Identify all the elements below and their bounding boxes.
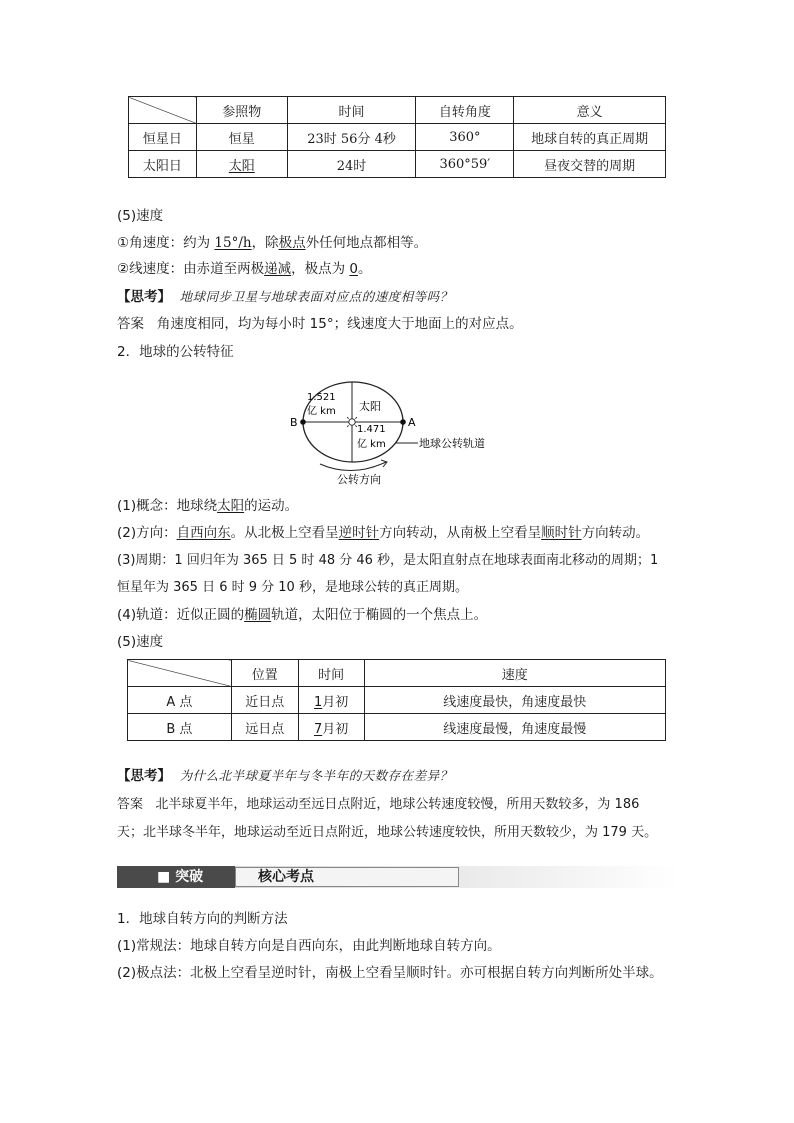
point-b-marker xyxy=(300,419,306,425)
row-header: B 点 xyxy=(128,714,232,741)
sun-label: 太阳 xyxy=(359,400,381,413)
table-cell: 地球自转的真正周期 xyxy=(514,124,666,151)
row-header: 太阳日 xyxy=(129,151,197,178)
point-b-label: B xyxy=(290,416,298,429)
table-corner-cell xyxy=(129,97,197,124)
perihelion-aphelion-table xyxy=(127,659,666,741)
think-answer-2-line-2: 天；北半球冬半年，地球运动至近日点附近，地球公转速度较快，所用天数较少，为 179 天。 xyxy=(117,825,658,840)
table-cell: 23时 56分 4秒 xyxy=(287,124,416,151)
speed-heading-2: (5)速度 xyxy=(117,634,164,650)
column-header: 参照物 xyxy=(196,97,287,124)
column-header: 时间 xyxy=(287,97,416,124)
speed-heading: (5)速度 xyxy=(117,208,164,224)
think-question-1: 【思考】 地球同步卫星与地球表面对应点的速度相等吗？ xyxy=(117,289,453,305)
think-answer-1: 答案 角速度相同，均为每小时 15°；线速度大于地面上的对应点。 xyxy=(117,316,523,332)
think-answer-2-line-1: 答案 北半球夏半年，地球运动至远日点附近，地球公转速度较慢，所用天数较多，为 186 xyxy=(117,797,640,812)
rotation-comparison-table xyxy=(128,96,666,178)
table-cell: 360°59′ xyxy=(416,151,514,178)
table-cell: 昼夜交替的周期 xyxy=(514,151,666,178)
method-line-1: (1)常规法：地球自转方向是自西向东，由此判断地球自转方向。 xyxy=(117,938,501,954)
table-cell xyxy=(196,151,287,178)
period-line-1: (3)周期：1 回归年为 365 日 5 时 48 分 46 秒，是太阳直射点在地球表面南北移动的周期；1 xyxy=(117,553,659,568)
table-row xyxy=(128,714,666,741)
row-header: 恒星日 xyxy=(129,124,197,151)
section-banner xyxy=(117,866,679,888)
direction-line: (2)方向：自西向东。从北极上空看呈逆时针方向转动，从南极上空看呈顺时针方向转动。 xyxy=(117,525,650,541)
orbit-line: (4)轨道：近似正圆的椭圆轨道，太阳位于椭圆的一个焦点上。 xyxy=(117,607,488,623)
table-row xyxy=(129,124,666,151)
point-a-marker xyxy=(400,419,406,425)
orbit-label: 地球公转轨道 xyxy=(419,437,485,450)
column-header: 自转角度 xyxy=(416,97,514,124)
banner-core-points-label: 核心考点 xyxy=(235,867,459,887)
think-question-2: 【思考】 为什么北半球夏半年与冬半年的天数存在差异？ xyxy=(117,768,453,784)
table-cell: 360° xyxy=(416,124,514,151)
distance-near-unit: 亿 km xyxy=(357,439,386,450)
section-heading-revolution: 2．地球的公转特征 xyxy=(117,344,234,360)
direction-label: 公转方向 xyxy=(337,473,381,486)
table-cell: 恒星 xyxy=(196,124,287,151)
distance-far-value: 1.521 xyxy=(307,392,336,403)
orbit-diagram xyxy=(280,372,520,490)
table-cell: 远日点 xyxy=(231,714,298,741)
concept-line: (1)概念：地球绕太阳的运动。 xyxy=(117,498,299,514)
table-corner-cell xyxy=(128,660,232,687)
table-cell: 1月初 xyxy=(298,687,364,714)
table-row xyxy=(128,687,666,714)
point-a-label: A xyxy=(408,416,416,429)
period-line-2: 恒星年为 365 日 6 时 9 分 10 秒，是地球公转的真正周期。 xyxy=(117,580,468,595)
angular-speed-line: ①角速度：约为 15°/h，除极点外任何地点都相等。 xyxy=(117,235,428,251)
column-header: 意义 xyxy=(514,97,666,124)
linear-speed-line: ②线速度：由赤道至两极递减，极点为 0。 xyxy=(117,261,372,277)
column-header: 时间 xyxy=(298,660,364,687)
distance-near-value: 1.471 xyxy=(357,424,386,435)
table-row xyxy=(129,151,666,178)
underlined-answer: 太阳 xyxy=(228,158,255,174)
table-cell: 近日点 xyxy=(231,687,298,714)
method-heading: 1．地球自转方向的判断方法 xyxy=(117,911,288,927)
column-header: 速度 xyxy=(364,660,665,687)
distance-far-unit: 亿 km xyxy=(307,406,336,417)
direction-arrow-icon xyxy=(320,462,386,471)
method-line-2: (2)极点法：北极上空看呈逆时针，南极上空看呈顺时针。亦可根据自转方向判断所处半球。 xyxy=(117,965,663,981)
column-header: 位置 xyxy=(231,660,298,687)
table-cell: 线速度最慢，角速度最慢 xyxy=(364,714,665,741)
table-cell: 7月初 xyxy=(298,714,364,741)
table-cell: 24时 xyxy=(287,151,416,178)
banner-breakthrough-label: ■ 突破 xyxy=(117,866,235,888)
table-cell: 线速度最快，角速度最快 xyxy=(364,687,665,714)
row-header: A 点 xyxy=(128,687,232,714)
